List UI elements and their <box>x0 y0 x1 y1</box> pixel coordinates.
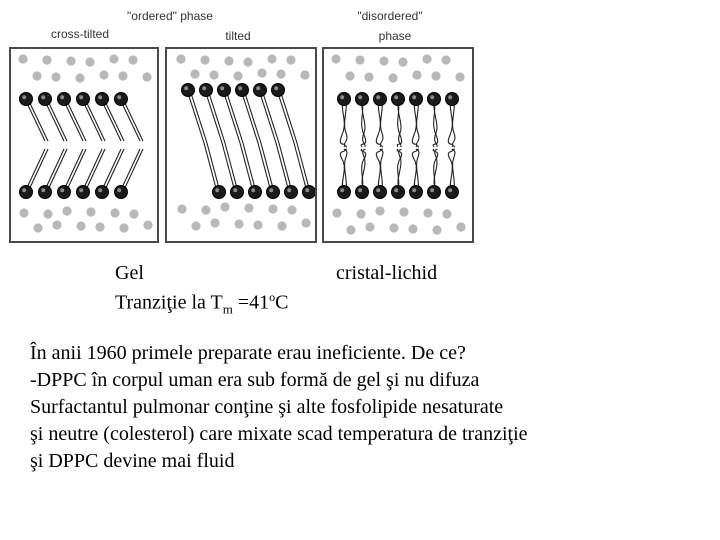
lipid-head-highlight <box>430 95 434 99</box>
caption-gel: Gel <box>115 262 144 284</box>
water-molecule <box>75 73 84 82</box>
lipid-head-highlight <box>251 188 255 192</box>
water-molecule <box>99 70 108 79</box>
lipid-head <box>213 186 226 199</box>
lipid-head <box>356 93 369 106</box>
lipid-tail <box>241 90 258 143</box>
lipid-head-highlight <box>305 188 309 192</box>
lipid-tail <box>205 90 222 143</box>
lipid-tail <box>340 99 345 147</box>
lipid-head <box>96 93 109 106</box>
lipid-head <box>410 186 423 199</box>
lipid-tail <box>259 90 276 143</box>
lipid-head <box>392 186 405 199</box>
water-molecule <box>287 205 296 214</box>
water-molecule <box>346 225 355 234</box>
water-molecule <box>355 55 364 64</box>
water-molecule <box>432 225 441 234</box>
water-molecule <box>276 69 285 78</box>
water-molecule <box>345 71 354 80</box>
lipid-tail <box>452 149 455 191</box>
lipid-head <box>58 186 71 199</box>
lipid-tail <box>279 143 292 192</box>
water-molecule <box>191 221 200 230</box>
water-molecule <box>233 71 242 80</box>
lipid-tail <box>398 99 401 147</box>
lipid-head-highlight <box>238 86 242 90</box>
lipid-head <box>410 93 423 106</box>
panel-tilted <box>165 47 317 243</box>
lipid-tail <box>207 143 220 192</box>
lipid-tail <box>258 143 271 192</box>
transition-value: =41 <box>232 291 270 314</box>
lipid-tail <box>376 99 381 147</box>
water-molecule <box>441 55 450 64</box>
paragraph-line: şi DPPC devine mai fluid <box>30 450 235 472</box>
lipid-head-highlight <box>98 188 102 192</box>
water-molecule <box>109 54 118 63</box>
water-molecule <box>119 223 128 232</box>
lipid-tail <box>276 143 289 192</box>
header-disordered: "disordered" <box>357 9 423 23</box>
water-molecule <box>128 55 137 64</box>
lipid-head <box>303 186 316 199</box>
water-molecule <box>66 56 75 65</box>
water-molecule <box>379 56 388 65</box>
lipid-head-highlight <box>22 95 26 99</box>
lipid-tail <box>294 143 307 192</box>
water-molecule <box>209 70 218 79</box>
water-molecule <box>176 54 185 63</box>
lipid-tail <box>297 143 310 192</box>
water-molecule <box>143 220 152 229</box>
lipid-head-highlight <box>202 86 206 90</box>
lipid-head-highlight <box>358 95 362 99</box>
lipid-head <box>446 93 459 106</box>
water-molecule <box>86 207 95 216</box>
lipid-tail <box>398 149 401 191</box>
water-molecule <box>364 72 373 81</box>
header-disordered-phase: phase <box>378 29 412 43</box>
lipid-head-highlight <box>340 95 344 99</box>
water-molecule <box>408 224 417 233</box>
water-molecule <box>118 71 127 80</box>
lipid-tail <box>416 99 419 147</box>
lipid-head-highlight <box>340 188 344 192</box>
lipid-tail <box>380 149 383 191</box>
lipid-head-highlight <box>79 188 83 192</box>
water-molecule <box>412 70 421 79</box>
panel-disordered <box>322 47 474 243</box>
lipid-head-highlight <box>41 188 45 192</box>
water-molecule <box>177 204 186 213</box>
water-molecule <box>331 54 340 63</box>
lipid-tail <box>187 90 204 143</box>
lipid-head <box>356 186 369 199</box>
water-molecule <box>110 208 119 217</box>
water-molecule <box>62 206 71 215</box>
lipid-head <box>267 186 280 199</box>
water-molecule <box>201 205 210 214</box>
water-molecule <box>33 223 42 232</box>
transition-prefix: Tranziţie la T <box>115 291 223 314</box>
paragraph-line: În anii 1960 primele preparate erau ineficiente. De ce? <box>30 342 466 364</box>
lipid-tail <box>376 149 381 191</box>
lipid-head <box>58 93 71 106</box>
lipid-head <box>115 93 128 106</box>
lipid-head <box>77 93 90 106</box>
water-molecule <box>19 208 28 217</box>
lipid-head-highlight <box>376 95 380 99</box>
water-molecule <box>399 207 408 216</box>
lipid-head <box>272 84 285 97</box>
lipid-head-highlight <box>256 86 260 90</box>
lipid-head <box>428 186 441 199</box>
lipid-head <box>200 84 213 97</box>
paragraph-line: şi neutre (colesterol) care mixate scad temperatura de tranziţie <box>30 423 528 445</box>
water-molecule <box>423 208 432 217</box>
water-molecule <box>286 55 295 64</box>
paragraph-line: Surfactantul pulmonar conţine şi alte fosfolipide nesaturate <box>30 396 504 418</box>
water-molecule <box>18 54 27 63</box>
lipid-head-highlight <box>287 188 291 192</box>
lipid-head-highlight <box>79 95 83 99</box>
water-molecule <box>398 57 407 66</box>
water-molecule <box>210 218 219 227</box>
lipid-tail <box>280 90 297 143</box>
water-molecule <box>257 68 266 77</box>
lipid-head-highlight <box>448 95 452 99</box>
lipid-head <box>77 186 90 199</box>
lipid-tail <box>204 143 217 192</box>
lipid-head-highlight <box>60 188 64 192</box>
transition-subscript: m <box>222 301 233 317</box>
lipid-tail <box>123 99 143 141</box>
lipid-tail <box>190 90 207 143</box>
transition-unit: C <box>275 291 289 314</box>
lipid-tail <box>362 149 365 191</box>
lipid-head <box>446 186 459 199</box>
lipid-head-highlight <box>117 188 121 192</box>
lipid-tail <box>434 99 437 147</box>
lipid-head <box>218 84 231 97</box>
water-molecule <box>268 204 277 213</box>
water-molecule <box>85 57 94 66</box>
lipid-head-highlight <box>394 188 398 192</box>
lipid-head-highlight <box>220 86 224 90</box>
lipid-tail <box>416 149 419 191</box>
header-cross-tilted: cross-tilted <box>50 27 109 41</box>
lipid-head-highlight <box>269 188 273 192</box>
lipid-tail <box>123 149 143 192</box>
lipid-tail <box>226 90 243 143</box>
lipid-head <box>20 93 33 106</box>
lipid-head <box>374 93 387 106</box>
caption-transition <box>115 290 289 318</box>
paragraph-line: -DPPC în corpul uman era sub formă de gel şi nu difuza <box>30 369 480 391</box>
lipid-head-highlight <box>98 95 102 99</box>
lipid-tail <box>448 149 453 191</box>
lipid-head <box>249 186 262 199</box>
transition-degree: o <box>269 290 276 304</box>
lipid-head-highlight <box>41 95 45 99</box>
lipid-head <box>236 84 249 97</box>
water-molecule <box>200 55 209 64</box>
water-molecule <box>375 206 384 215</box>
header-tilted: tilted <box>225 29 251 43</box>
lipid-tail <box>412 99 417 147</box>
lipid-head <box>254 84 267 97</box>
water-molecule <box>76 221 85 230</box>
water-molecule <box>42 55 51 64</box>
lipid-tail <box>380 99 383 147</box>
lipid-head <box>338 93 351 106</box>
water-molecule <box>220 202 229 211</box>
header-ordered-phase: "ordered" phase <box>127 9 213 23</box>
lipid-head-highlight <box>412 95 416 99</box>
lipid-head-highlight <box>430 188 434 192</box>
lipid-tail <box>208 90 225 143</box>
lipid-head-highlight <box>184 86 188 90</box>
water-molecule <box>95 222 104 231</box>
lipid-head <box>231 186 244 199</box>
lipid-tail <box>344 99 347 147</box>
lipid-head-highlight <box>274 86 278 90</box>
water-molecule <box>455 72 464 81</box>
lipid-tail <box>243 143 256 192</box>
water-molecule <box>243 57 252 66</box>
water-molecule <box>253 220 262 229</box>
lipid-tail <box>240 143 253 192</box>
lipid-tail <box>448 99 453 147</box>
lipid-head <box>338 186 351 199</box>
lipid-head <box>428 93 441 106</box>
caption-liquid-crystal: cristal-lichid <box>336 262 438 284</box>
explanation-paragraph <box>30 340 710 475</box>
water-molecule <box>43 209 52 218</box>
lipid-head <box>39 93 52 106</box>
lipid-head-highlight <box>358 188 362 192</box>
lipid-head-highlight <box>233 188 237 192</box>
water-molecule <box>277 221 286 230</box>
water-molecule <box>442 209 451 218</box>
lipid-head <box>115 186 128 199</box>
lipid-tail <box>344 149 347 191</box>
lipid-head <box>392 93 405 106</box>
water-molecule <box>234 219 243 228</box>
lipid-head-highlight <box>117 95 121 99</box>
tilted-bilayer-diagram <box>167 49 315 241</box>
lipid-tail <box>244 90 261 143</box>
lipid-head <box>182 84 195 97</box>
water-molecule <box>267 54 276 63</box>
water-molecule <box>190 69 199 78</box>
lipid-head-highlight <box>22 188 26 192</box>
water-molecule <box>388 73 397 82</box>
lipid-tail <box>434 149 437 191</box>
lipid-tail <box>452 99 455 147</box>
water-molecule <box>365 222 374 231</box>
disordered-bilayer-diagram <box>324 49 472 241</box>
lipid-head <box>20 186 33 199</box>
water-molecule <box>456 222 465 231</box>
water-molecule <box>356 209 365 218</box>
lipid-tail <box>340 149 345 191</box>
water-molecule <box>300 70 309 79</box>
lipid-tail <box>262 90 279 143</box>
lipid-tail <box>261 143 274 192</box>
water-molecule <box>32 71 41 80</box>
lipid-tail <box>223 90 240 143</box>
lipid-tail <box>362 99 365 147</box>
lipid-head-highlight <box>394 95 398 99</box>
water-molecule <box>52 220 61 229</box>
lipid-tail <box>225 143 238 192</box>
cross-tilted-bilayer-diagram <box>11 49 157 241</box>
water-molecule <box>301 218 310 227</box>
lipid-head <box>285 186 298 199</box>
lipid-head-highlight <box>215 188 219 192</box>
water-molecule <box>431 71 440 80</box>
lipid-tail <box>277 90 294 143</box>
water-molecule <box>244 203 253 212</box>
water-molecule <box>129 209 138 218</box>
water-molecule <box>332 208 341 217</box>
water-molecule <box>389 223 398 232</box>
water-molecule <box>51 72 60 81</box>
lipid-head <box>39 186 52 199</box>
lipid-head-highlight <box>376 188 380 192</box>
water-molecule <box>422 54 431 63</box>
lipid-head-highlight <box>412 188 416 192</box>
lipid-head <box>96 186 109 199</box>
lipid-tail <box>412 149 417 191</box>
water-molecule <box>224 56 233 65</box>
lipid-head-highlight <box>448 188 452 192</box>
water-molecule <box>142 72 151 81</box>
panel-cross-tilted <box>9 47 159 243</box>
lipid-head-highlight <box>60 95 64 99</box>
lipid-head <box>374 186 387 199</box>
lipid-tail <box>222 143 235 192</box>
